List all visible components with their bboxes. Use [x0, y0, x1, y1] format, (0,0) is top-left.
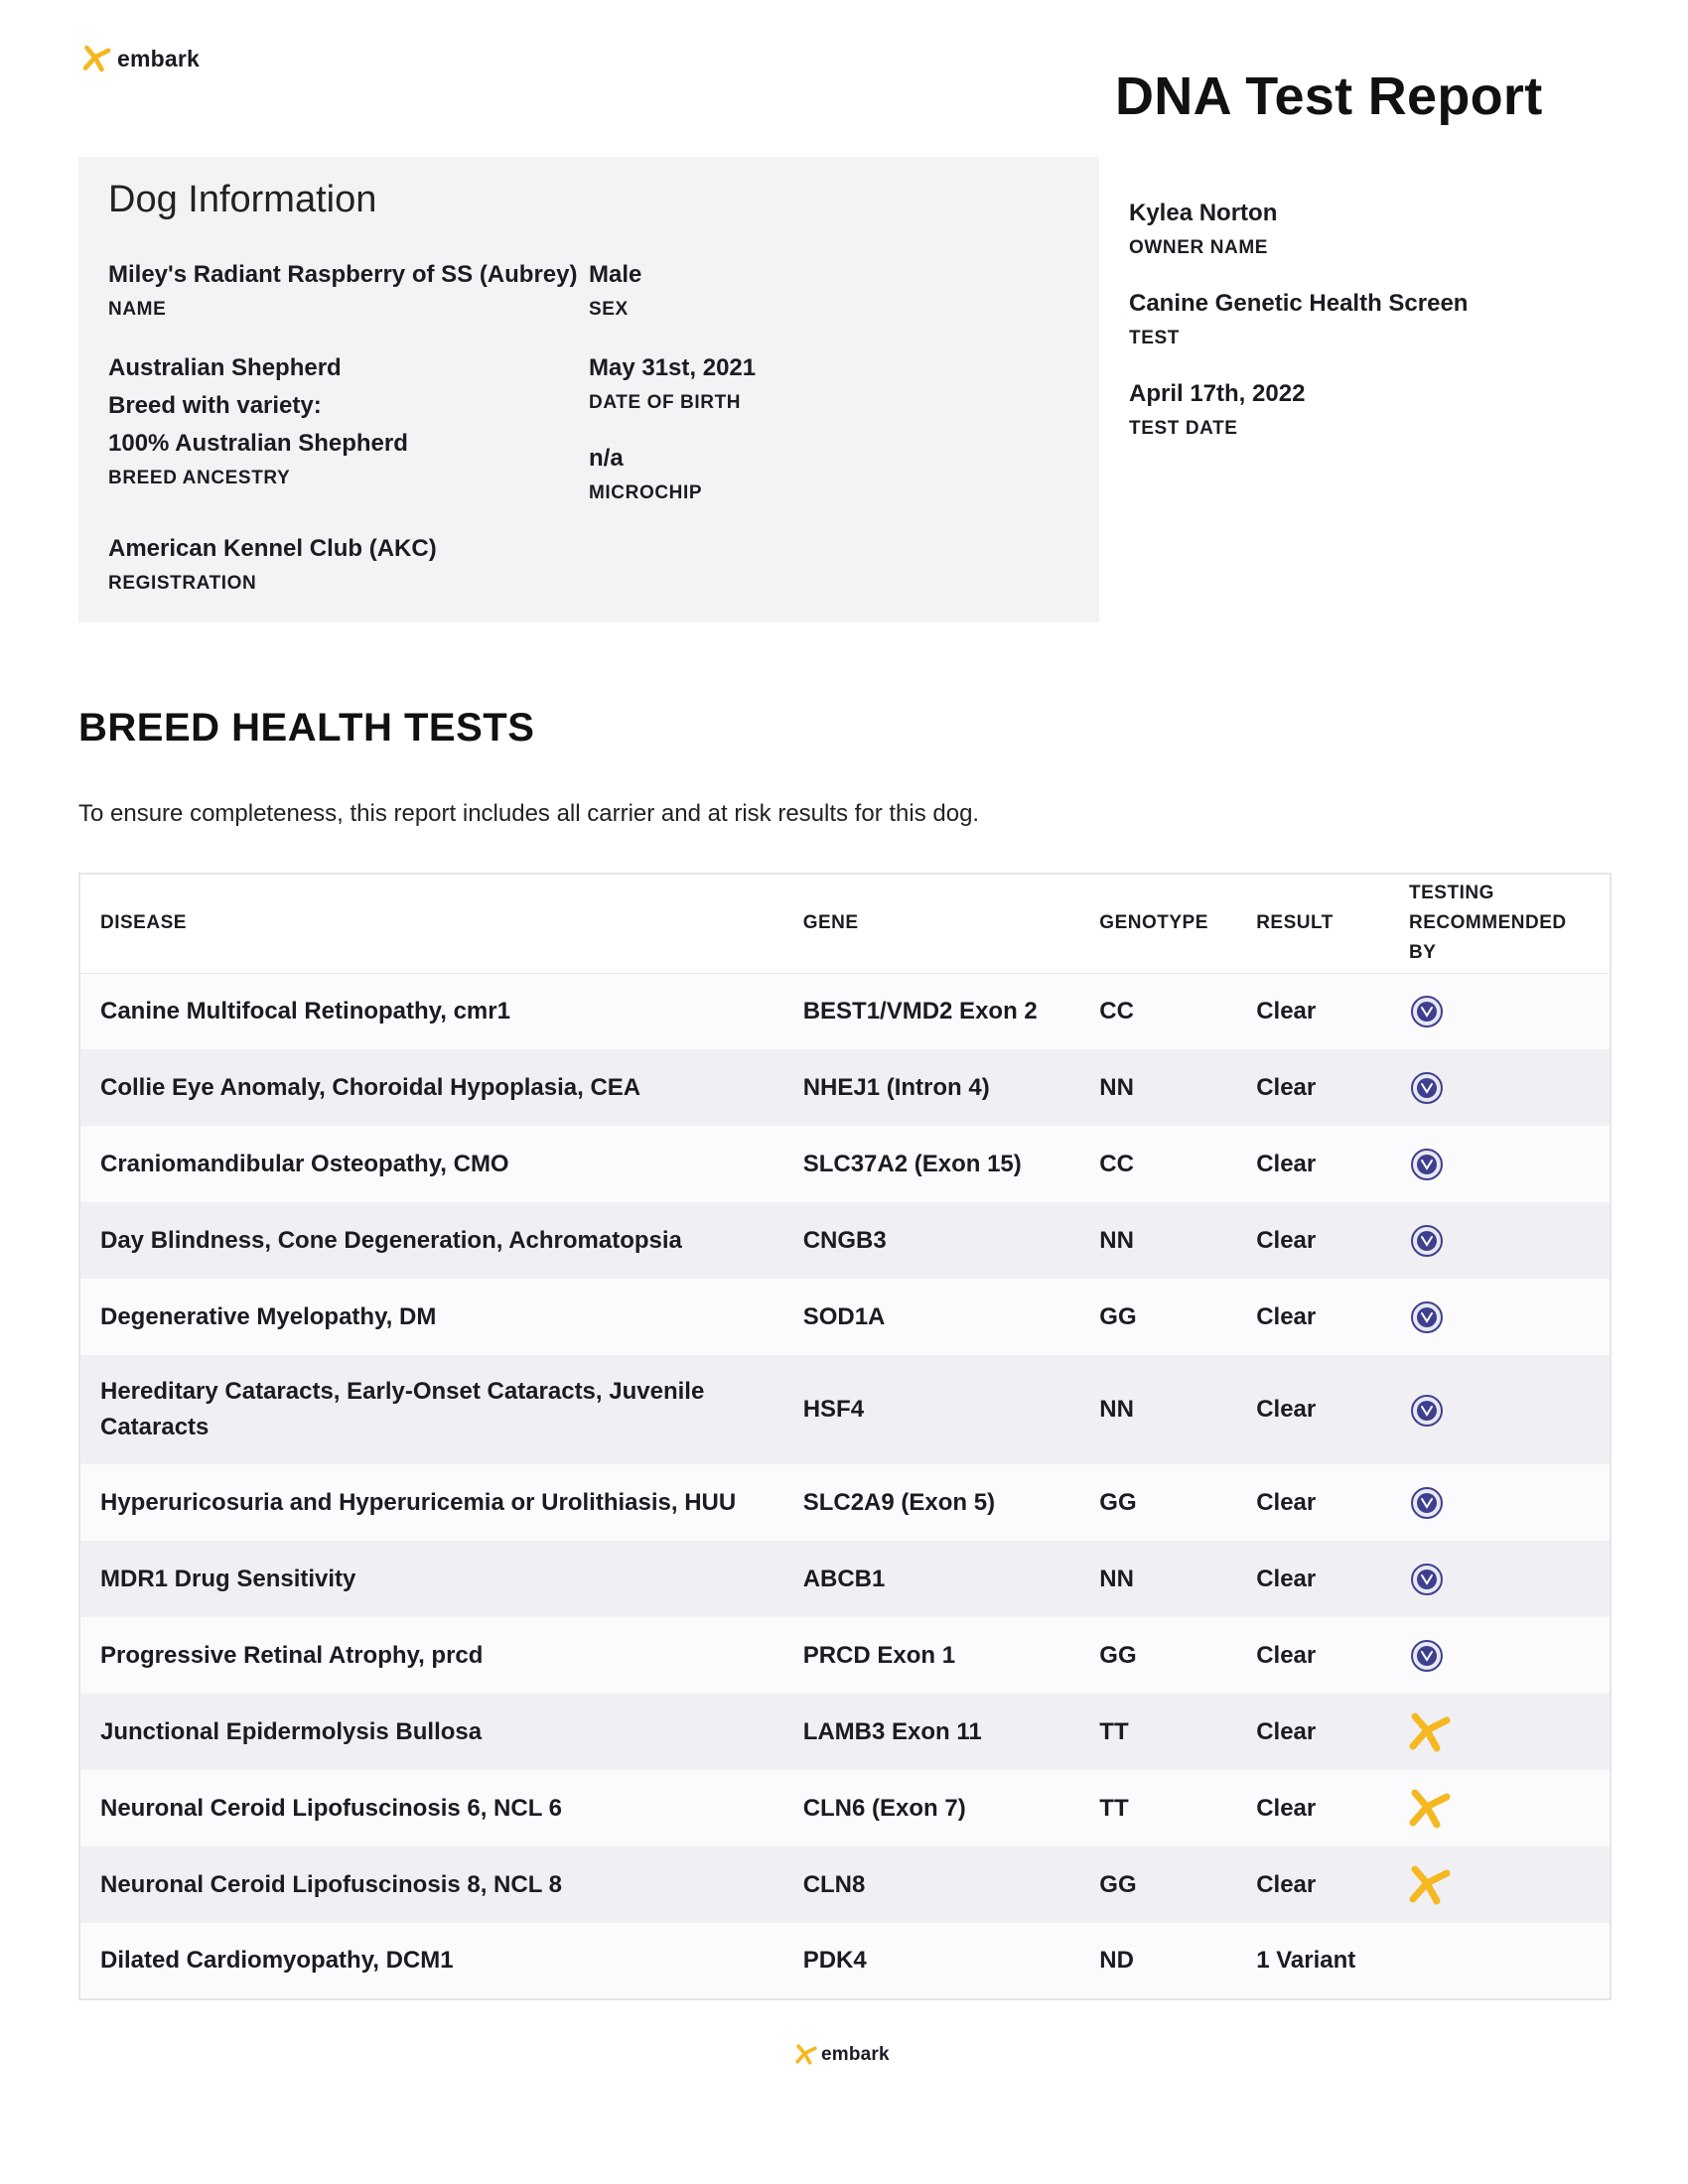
genotype-cell: NN	[1079, 1541, 1236, 1617]
gene-cell: PRCD Exon 1	[783, 1617, 1080, 1694]
result-cell: Clear	[1236, 1464, 1389, 1541]
table-row	[79, 1541, 1611, 1617]
registration-value: American Kennel Club (AKC)	[108, 535, 437, 562]
genotype-cell: NN	[1079, 1202, 1236, 1279]
embark-star-icon	[1407, 1787, 1457, 1831]
ofa-badge-icon	[1411, 996, 1443, 1027]
gene-cell: CLN8	[783, 1846, 1080, 1923]
recommended-by-cell	[1389, 1279, 1611, 1355]
panel-title: Dog Information	[108, 179, 377, 220]
recommended-by-cell	[1389, 1770, 1611, 1846]
footer-logo-wordmark: embark	[821, 2043, 890, 2065]
dog-information-panel	[78, 157, 1099, 622]
test-label: TEST	[1129, 328, 1180, 348]
table-row	[79, 1923, 1611, 1999]
table-header-row	[79, 874, 1611, 973]
gene-cell: HSF4	[783, 1355, 1080, 1464]
gene-cell: LAMB3 Exon 11	[783, 1694, 1080, 1770]
ofa-badge-icon	[1411, 1149, 1443, 1180]
gene-cell: SLC2A9 (Exon 5)	[783, 1464, 1080, 1541]
recommended-by-cell	[1389, 1923, 1611, 1999]
result-cell: Clear	[1236, 1770, 1389, 1846]
gene-cell: SOD1A	[783, 1279, 1080, 1355]
genotype-cell: NN	[1079, 1049, 1236, 1126]
gene-cell: CNGB3	[783, 1202, 1080, 1279]
disease-cell: Junctional Epidermolysis Bullosa	[79, 1694, 783, 1770]
recommended-by-cell	[1389, 1464, 1611, 1541]
genotype-cell: TT	[1079, 1694, 1236, 1770]
breed-ancestry-label: BREED ANCESTRY	[108, 468, 291, 488]
disease-cell: Hyperuricosuria and Hyperuricemia or Urolithiasis, HUU	[79, 1464, 783, 1541]
logo-wordmark: embark	[117, 45, 201, 71]
table-row	[79, 1355, 1611, 1464]
sex-label: SEX	[589, 299, 629, 320]
genotype-cell: GG	[1079, 1617, 1236, 1694]
disease-cell: MDR1 Drug Sensitivity	[79, 1541, 783, 1617]
disease-cell: Hereditary Cataracts, Early-Onset Cataracts, Juvenile Cataracts	[79, 1355, 783, 1464]
genotype-cell: NN	[1079, 1355, 1236, 1464]
breed-line: Breed with variety:	[108, 392, 322, 419]
owner-name-field	[1129, 195, 1625, 259]
microchip-field	[589, 440, 702, 504]
section-note: To ensure completeness, this report includes all carrier and at risk results for this dog.	[78, 800, 980, 827]
gene-cell: ABCB1	[783, 1541, 1080, 1617]
ofa-badge-icon	[1411, 1395, 1443, 1427]
table-body	[79, 973, 1611, 1999]
gene-cell: NHEJ1 (Intron 4)	[783, 1049, 1080, 1126]
disease-cell: Collie Eye Anomaly, Choroidal Hypoplasia, CEA	[79, 1049, 783, 1126]
ofa-badge-icon	[1411, 1640, 1443, 1672]
ofa-badge-icon	[1411, 1487, 1443, 1519]
embark-logo	[81, 44, 200, 73]
disease-cell: Canine Multifocal Retinopathy, cmr1	[79, 973, 783, 1049]
dob-field	[589, 349, 756, 414]
owner-info	[1129, 195, 1625, 466]
recommended-by-cell	[1389, 1846, 1611, 1923]
table-row	[79, 1049, 1611, 1126]
table-row	[79, 1617, 1611, 1694]
disease-cell: Progressive Retinal Atrophy, prcd	[79, 1617, 783, 1694]
result-cell: Clear	[1236, 1617, 1389, 1694]
sex-value: Male	[589, 261, 642, 288]
test-value: Canine Genetic Health Screen	[1129, 290, 1469, 317]
genotype-cell: GG	[1079, 1279, 1236, 1355]
embark-star-icon	[81, 44, 115, 73]
disease-cell: Neuronal Ceroid Lipofuscinosis 6, NCL 6	[79, 1770, 783, 1846]
dog-name-label: NAME	[108, 299, 167, 320]
table-row	[79, 1846, 1611, 1923]
table-row	[79, 1694, 1611, 1770]
ofa-badge-icon	[1411, 1072, 1443, 1104]
header-genotype: GENOTYPE	[1079, 874, 1236, 973]
recommended-by-cell	[1389, 1541, 1611, 1617]
genotype-cell: TT	[1079, 1770, 1236, 1846]
dob-label: DATE OF BIRTH	[589, 392, 742, 413]
registration-label: REGISTRATION	[108, 573, 257, 594]
microchip-value: n/a	[589, 445, 624, 472]
recommended-by-cell	[1389, 1355, 1611, 1464]
recommended-by-cell	[1389, 1617, 1611, 1694]
owner-name-label: OWNER NAME	[1129, 237, 1269, 258]
gene-cell: PDK4	[783, 1923, 1080, 1999]
header-gene: GENE	[783, 874, 1080, 973]
ofa-badge-icon	[1411, 1564, 1443, 1595]
gene-cell: CLN6 (Exon 7)	[783, 1770, 1080, 1846]
result-cell: Clear	[1236, 1846, 1389, 1923]
dog-name-field	[108, 256, 578, 321]
owner-name-value: Kylea Norton	[1129, 200, 1278, 226]
dob-value: May 31st, 2021	[589, 354, 757, 381]
ofa-badge-icon	[1411, 1225, 1443, 1257]
genotype-cell: GG	[1079, 1846, 1236, 1923]
table-row	[79, 1770, 1611, 1846]
genotype-cell: CC	[1079, 973, 1236, 1049]
header-testing-recommended-by: TESTING RECOMMENDED BY	[1389, 874, 1611, 973]
genotype-cell: ND	[1079, 1923, 1236, 1999]
disease-cell: Neuronal Ceroid Lipofuscinosis 8, NCL 8	[79, 1846, 783, 1923]
microchip-label: MICROCHIP	[589, 482, 703, 503]
disease-cell: Dilated Cardiomyopathy, DCM1	[79, 1923, 783, 1999]
table-row	[79, 1126, 1611, 1202]
test-date-value: April 17th, 2022	[1129, 380, 1306, 407]
recommended-by-cell	[1389, 1202, 1611, 1279]
breed-ancestry-field	[108, 349, 408, 489]
test-date-field	[1129, 375, 1625, 440]
table-row	[79, 1202, 1611, 1279]
disease-cell: Day Blindness, Cone Degeneration, Achromatopsia	[79, 1202, 783, 1279]
embark-footer-logo	[794, 2043, 890, 2066]
embark-star-icon	[1407, 1710, 1457, 1754]
dog-name-value: Miley's Radiant Raspberry of SS (Aubrey)	[108, 261, 578, 288]
disease-cell: Craniomandibular Osteopathy, CMO	[79, 1126, 783, 1202]
breed-line: 100% Australian Shepherd	[108, 430, 408, 457]
result-cell: Clear	[1236, 1049, 1389, 1126]
recommended-by-cell	[1389, 1049, 1611, 1126]
test-date-label: TEST DATE	[1129, 418, 1238, 439]
sex-field	[589, 256, 641, 321]
result-cell: Clear	[1236, 1279, 1389, 1355]
disease-cell: Degenerative Myelopathy, DM	[79, 1279, 783, 1355]
result-cell: Clear	[1236, 1355, 1389, 1464]
result-cell: 1 Variant	[1236, 1923, 1389, 1999]
result-cell: Clear	[1236, 1126, 1389, 1202]
ofa-badge-icon	[1411, 1301, 1443, 1333]
report-title: DNA Test Report	[1115, 67, 1543, 126]
result-cell: Clear	[1236, 1202, 1389, 1279]
result-cell: Clear	[1236, 973, 1389, 1049]
genotype-cell: CC	[1079, 1126, 1236, 1202]
genotype-cell: GG	[1079, 1464, 1236, 1541]
test-field	[1129, 285, 1625, 349]
breed-health-tests-table	[78, 873, 1612, 2000]
gene-cell: SLC37A2 (Exon 15)	[783, 1126, 1080, 1202]
header-result: RESULT	[1236, 874, 1389, 973]
result-cell: Clear	[1236, 1694, 1389, 1770]
gene-cell: BEST1/VMD2 Exon 2	[783, 973, 1080, 1049]
table-row	[79, 973, 1611, 1049]
recommended-by-cell	[1389, 973, 1611, 1049]
result-cell: Clear	[1236, 1541, 1389, 1617]
section-heading: BREED HEALTH TESTS	[78, 706, 535, 750]
registration-field	[108, 530, 437, 595]
embark-star-icon	[1407, 1863, 1457, 1907]
recommended-by-cell	[1389, 1694, 1611, 1770]
table-row	[79, 1464, 1611, 1541]
header-disease: DISEASE	[79, 874, 783, 973]
breed-line: Australian Shepherd	[108, 354, 342, 381]
embark-star-icon	[794, 2043, 820, 2066]
table-row	[79, 1279, 1611, 1355]
recommended-by-cell	[1389, 1126, 1611, 1202]
